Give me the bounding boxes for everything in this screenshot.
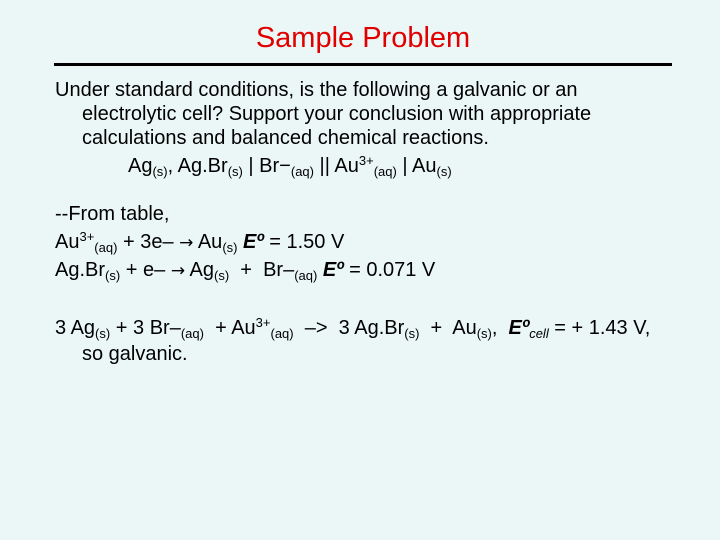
hr1-e-label: Eº: [243, 231, 264, 253]
cell-sep-4: |: [396, 155, 413, 177]
overall-part-1: 3 Ag: [55, 317, 96, 339]
question-line-1: Under standard conditions, is the following a galvanic or an: [55, 79, 578, 101]
hr2-product-1-state: (s): [213, 268, 230, 283]
hr1-electrons: + 3e–: [117, 231, 180, 253]
overall-sep: ,: [491, 317, 509, 339]
slide-title: Sample Problem: [255, 22, 471, 54]
question-line-2: electrolytic cell? Support your conclusion with appropriate: [82, 103, 592, 125]
title-divider: [54, 63, 672, 66]
hr2-product-1: Ag: [185, 259, 214, 281]
cell-sep-3: ||: [313, 155, 335, 177]
hr2-arrow: →: [170, 261, 186, 281]
half-reaction-2: [55, 258, 435, 283]
overall-part-2: + 3 Br–: [110, 317, 181, 339]
hr1-reactant-charge: 3+: [79, 229, 95, 244]
overall-arrow: –>: [293, 317, 334, 339]
hr2-product-2: + Br–: [229, 259, 295, 281]
half-reaction-1: [55, 230, 344, 255]
overall-charge-3: 3+: [255, 315, 271, 330]
conclusion-text: so galvanic.: [82, 343, 188, 365]
hr1-product: Au: [193, 231, 223, 253]
hr2-e-label: Eº: [322, 259, 344, 281]
cell-br-state: (aq): [290, 164, 314, 179]
cell-au-charge: 3+: [358, 153, 374, 168]
cell-ag-state: (s): [152, 164, 168, 179]
hr2-reactant: Ag.Br: [55, 259, 106, 281]
hr2-value: = 0.071 V: [343, 259, 436, 281]
hr1-reactant-state: (aq): [94, 240, 118, 255]
cell-au-state: (aq): [373, 164, 397, 179]
cell-au-solid-state: (s): [436, 164, 452, 179]
cell-agbr: Ag.Br: [177, 155, 228, 177]
cell-au: Au: [334, 155, 359, 177]
question-line-3: calculations and balanced chemical reactions.: [82, 127, 489, 149]
overall-state-3: (aq): [270, 326, 294, 341]
hr2-reactant-state: (s): [105, 268, 121, 283]
overall-e-label: Eº: [508, 317, 530, 339]
cell-agbr-state: (s): [227, 164, 243, 179]
hr1-value: = 1.50 V: [263, 231, 345, 253]
overall-part-4: 3 Ag.Br: [333, 317, 405, 339]
overall-state-2: (aq): [180, 326, 204, 341]
cell-au-solid: Au: [412, 155, 437, 177]
overall-reaction: [55, 316, 650, 340]
cell-notation: [128, 154, 452, 178]
hr2-electrons: + e–: [120, 259, 171, 281]
overall-state-5: (s): [476, 326, 492, 341]
from-table-text: --From table,: [55, 203, 170, 225]
overall-e-sub: cell: [529, 326, 549, 341]
hr1-reactant: Au: [55, 231, 80, 253]
cell-sep-2: |: [242, 155, 260, 177]
overall-part-3: + Au: [203, 317, 256, 339]
overall-state-4: (s): [404, 326, 420, 341]
hr2-product-2-state: (aq): [294, 268, 318, 283]
cell-sep-1: ,: [167, 155, 178, 177]
hr1-arrow: →: [179, 233, 194, 253]
overall-part-5: + Au: [419, 317, 477, 339]
cell-br: Br−: [259, 155, 291, 177]
hr1-product-state: (s): [222, 240, 238, 255]
overall-value: = + 1.43 V,: [548, 317, 651, 339]
overall-state-1: (s): [95, 326, 111, 341]
cell-ag: Ag: [128, 155, 153, 177]
